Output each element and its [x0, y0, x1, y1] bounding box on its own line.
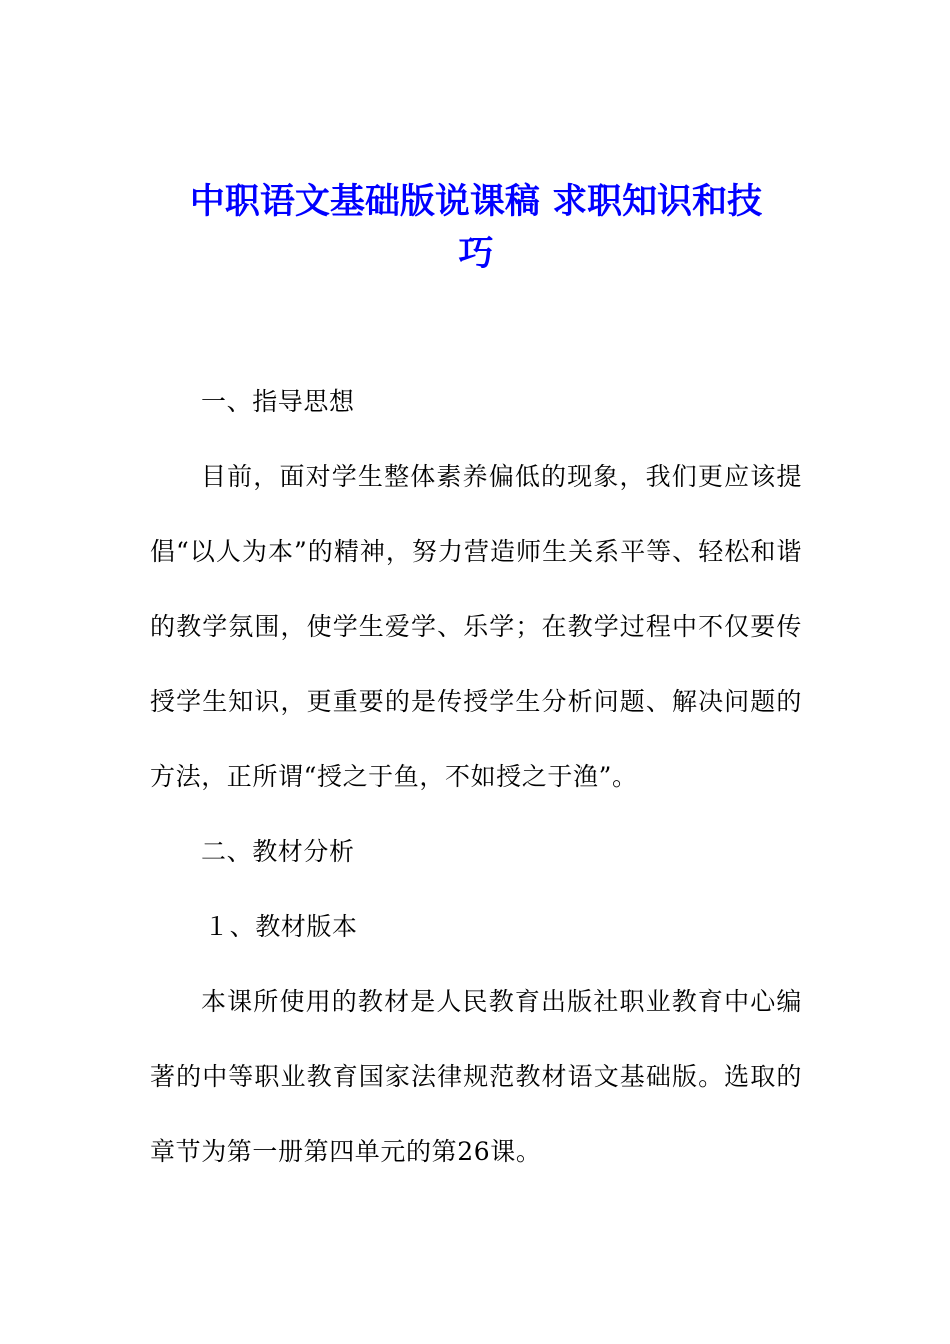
paragraph-guiding-idea: 目前，面对学生整体素养偏低的现象，我们更应该提倡“以人为本”的精神，努力营造师生关系平等、轻松和谐的教学氛围，使学生爱学、乐学；在教学过程中不仅要传授学生知识，更重要的是传授学生分析问题、解决问题的方法，正所谓“授之于鱼，不如授之于渔”。	[150, 462, 802, 791]
section-heading-guiding-idea: 一、指导思想	[201, 387, 355, 416]
title-line-1: 中职语文基础版说课稿 求职知识和技	[189, 181, 763, 222]
document-title	[150, 176, 802, 280]
document-body	[150, 364, 802, 1189]
subheading-textbook-edition: １、教材版本	[204, 912, 358, 941]
section-heading-textbook-analysis: 二、教材分析	[201, 837, 355, 866]
paragraph-textbook-edition: 本课所使用的教材是人民教育出版社职业教育中心编著的中等职业教育国家法律规范教材语文基础版。选取的章节为第一册第四单元的第26课。	[150, 987, 802, 1166]
title-line-2: 巧	[458, 233, 494, 274]
